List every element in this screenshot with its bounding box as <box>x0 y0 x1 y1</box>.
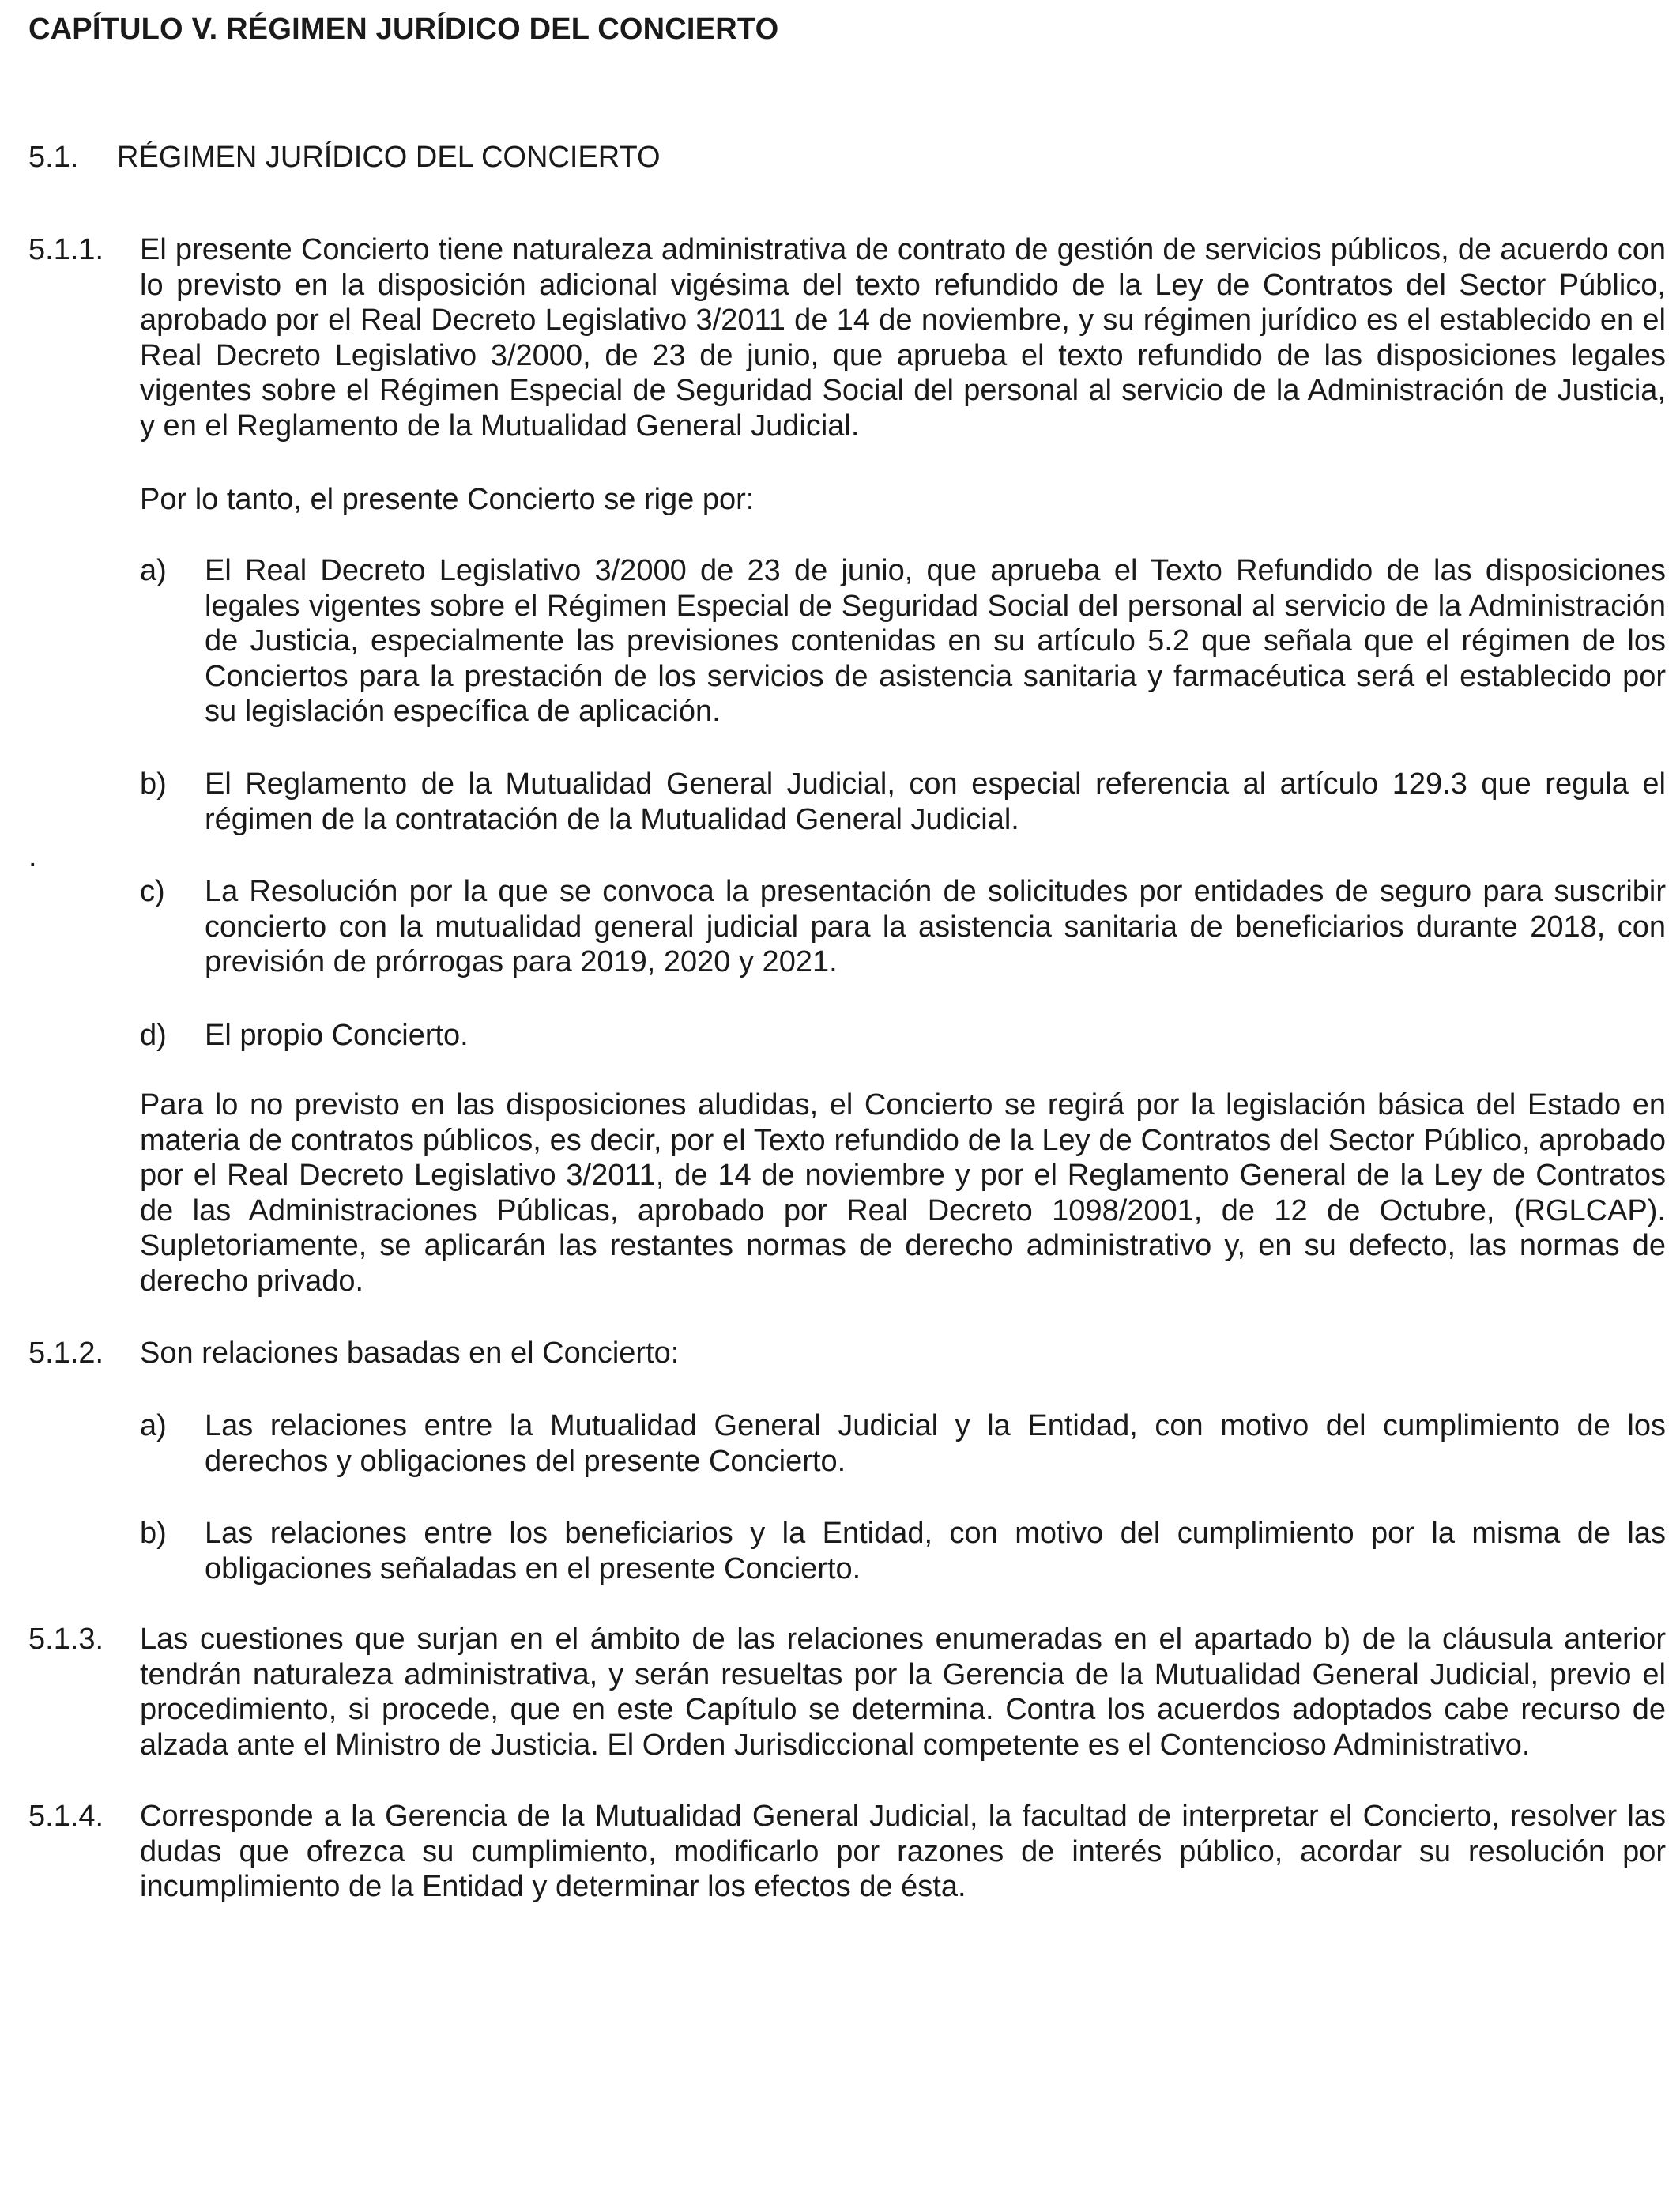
clause-5-1-2 <box>28 1336 1666 1371</box>
list-item <box>140 553 1666 729</box>
clause-number: 5.1.3. <box>28 1623 104 1656</box>
section-heading <box>28 141 661 175</box>
list-marker: a) <box>140 554 167 587</box>
list-item <box>140 1018 1666 1054</box>
list-marker: a) <box>140 1409 167 1442</box>
clause-text: El presente Concierto tiene naturaleza administrativa de contrato de gestión de servicios públicos, de acuerdo con lo previsto en la disposición adicional vigésima del texto refundido de la Ley de Contratos del Sector Público, aprobado por el Real Decreto Legislativo 3/2011 de 14 de noviembre, y su régimen jurídico es el establecido en el Real Decreto Legislativo 3/2000, de 23 de junio, que aprueba el texto refundido de las disposiciones legales vigentes sobre el Régimen Especial de Seguridad Social del personal al servicio de la Administración de Justicia, y en el Reglamento de la Mutualidad General Judicial. <box>140 233 1666 443</box>
list-item <box>140 767 1666 837</box>
list-item-text: Las relaciones entre los beneficiarios y la Entidad, con motivo del cumplimiento por la misma de las obligaciones señaladas en el presente Concierto. <box>205 1517 1666 1585</box>
list-item-text: El propio Concierto. <box>205 1019 469 1052</box>
clause-intro: Por lo tanto, el presente Concierto se rige por: <box>140 483 755 516</box>
clause-number: 5.1.1. <box>28 233 104 266</box>
clause-5-1-3 <box>28 1622 1666 1762</box>
clause-5-1-1 <box>28 232 1666 443</box>
clause-text: Las cuestiones que surjan en el ámbito de las relaciones enumeradas en el apartado b) de la cláusula anterior tendrán naturaleza administrativa, y serán resueltas por la Gerencia de la Mutualidad General Judicial, previo el procedimiento, si procede, que en este Capítulo se determina. Contra los acuerdos adoptados cabe recurso de alzada ante el Ministro de Justicia. El Orden Jurisdiccional competente es el Contencioso Administrativo. <box>140 1623 1666 1762</box>
list-marker: d) <box>140 1019 167 1052</box>
clause-closing: Para lo no previsto en las disposiciones aludidas, el Concierto se regirá por la legislación básica del Estado en materia de contratos públicos, es decir, por el Texto refundido de la Ley de Contratos del Sector Público, aprobado por el Real Decreto Legislativo 3/2011, de 14 de noviembre y por el Reglamento General de la Ley de Contratos de las Administraciones Públicas, aprobado por Real Decreto 1098/2001, de 12 de Octubre, (RGLCAP). Supletoriamente, se aplicarán las restantes normas de derecho administrativo y, en su defecto, las normas de derecho privado. <box>140 1088 1666 1298</box>
list-marker: b) <box>140 1517 167 1550</box>
clause-5-1-4 <box>28 1799 1666 1905</box>
list-item-text: La Resolución por la que se convoca la presentación de solicitudes por entidades de seguro para suscribir concierto con la mutualidad general judicial para la asistencia sanitaria de beneficiarios durante 2018, con previsión de prórrogas para 2019, 2020 y 2021. <box>205 875 1666 978</box>
clause-number: 5.1.2. <box>28 1336 104 1370</box>
list-item <box>140 1408 1666 1479</box>
list-marker: c) <box>140 875 165 908</box>
list-item <box>140 1516 1666 1586</box>
clause-text: Corresponde a la Gerencia de la Mutualidad General Judicial, la facultad de interpretar el Concierto, resolver las dudas que ofrezca su cumplimiento, modificarlo por razones de interés público, acordar su resolución por incumplimiento de la Entidad y determinar los efectos de ésta. <box>140 1800 1666 1903</box>
stray-mark: . <box>28 840 37 873</box>
chapter-title: CAPÍTULO V. RÉGIMEN JURÍDICO DEL CONCIERTO <box>28 13 779 46</box>
clause-number: 5.1.4. <box>28 1800 104 1833</box>
section-title: RÉGIMEN JURÍDICO DEL CONCIERTO <box>117 141 661 174</box>
clause-text: Son relaciones basadas en el Concierto: <box>140 1336 680 1370</box>
list-item-text: Las relaciones entre la Mutualidad General Judicial y la Entidad, con motivo del cumplimiento de los derechos y obligaciones del presente Concierto. <box>205 1409 1666 1478</box>
list-item-text: El Reglamento de la Mutualidad General Judicial, con especial referencia al artículo 129.3 que regula el régimen de la contratación de la Mutualidad General Judicial. <box>205 767 1666 836</box>
section-number: 5.1. <box>28 141 79 174</box>
list-item-text: El Real Decreto Legislativo 3/2000 de 23 de junio, que aprueba el Texto Refundido de las disposiciones legales vigentes sobre el Régimen Especial de Seguridad Social del personal al servicio de la Administración de Justicia, especialmente las previsiones contenidas en su artículo 5.2 que señala que el régimen de los Conciertos para la prestación de los servicios de asistencia sanitaria y farmacéutica será el establecido por su legislación específica de aplicación. <box>205 554 1666 728</box>
list-item <box>140 874 1666 980</box>
list-marker: b) <box>140 767 167 801</box>
